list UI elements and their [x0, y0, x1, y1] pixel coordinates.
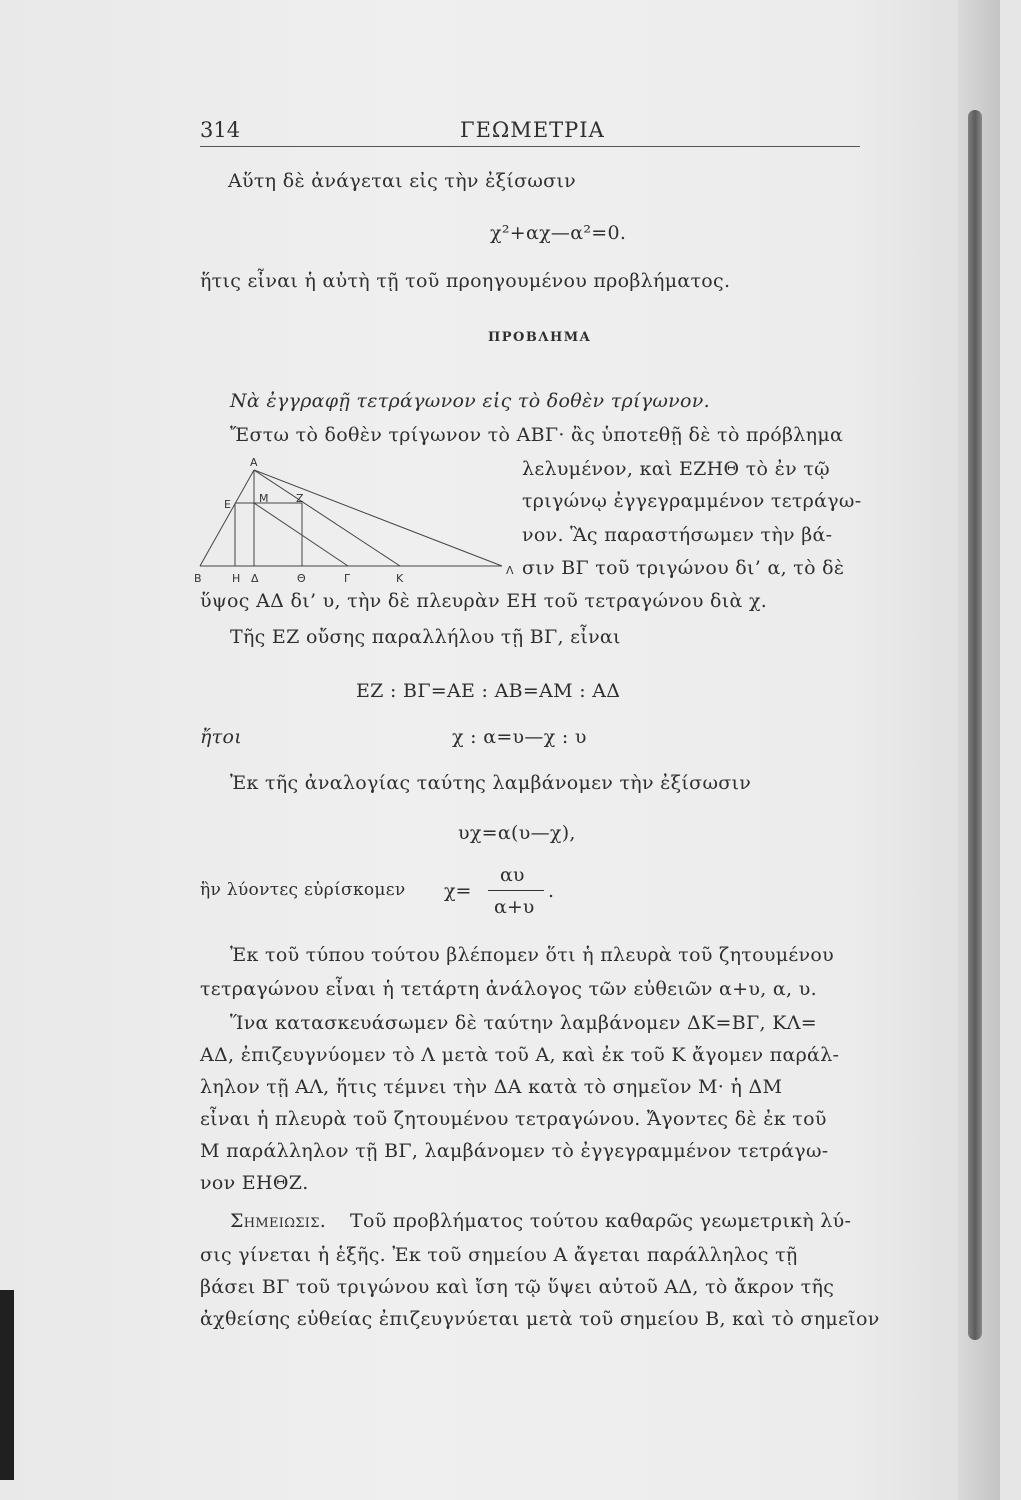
text-line: Ἐκ τῆς ἀναλογίας ταύτης λαμβάνομεν τὴν ἐξίσωσιν — [230, 772, 752, 794]
equation-proportion: χ : α=υ—χ : υ — [452, 726, 587, 748]
equation-solution-lhs: χ= — [444, 880, 472, 902]
problem-statement: Νὰ ἐγγραφῇ τετράγωνον εἰς τὸ δοθὲν τρίγωνον. — [230, 390, 710, 412]
label-L: Λ — [506, 564, 514, 577]
label-G: Γ — [344, 572, 351, 585]
text-line: Τῆς ΕΖ οὔσης παραλλήλου τῇ ΒΓ, εἶναι — [230, 626, 621, 648]
triangle-figure — [190, 456, 520, 586]
remark-label: Σημειωσις. — [230, 1210, 327, 1232]
text-line: Ἵνα κατασκευάσωμεν δὲ ταύτην λαμβάνομεν ΔΚ=ΒΓ, ΚΛ= — [230, 1012, 817, 1034]
text-line: Αὕτη δὲ ἀνάγεται εἰς τὴν ἐξίσωσιν — [228, 170, 577, 192]
text-line: σιν ΒΓ τοῦ τριγώνου δι’ α, τὸ δὲ — [522, 557, 845, 579]
page-number: 314 — [200, 118, 241, 142]
label-M: Μ — [259, 492, 269, 505]
label-B: Β — [194, 572, 202, 585]
running-header — [200, 118, 860, 147]
text-line: ληλον τῇ ΑΛ, ἥτις τέμνει τὴν ΔΑ κατὰ τὸ σημεῖον Μ· ἡ ΔΜ — [200, 1076, 783, 1098]
label-H: Η — [232, 572, 241, 585]
text-line: ἣν λύοντες εὑρίσκομεν — [200, 880, 406, 900]
text-line: τριγώνῳ ἐγγεγραμμένον τετράγω- — [522, 490, 862, 512]
fraction-bar — [488, 890, 544, 891]
text-line: ἀχθείσης εὐθείας ἐπιζευγνύεται μετὰ τοῦ σημείου Β, καὶ τὸ σημεῖον — [200, 1308, 880, 1330]
equation-period: . — [548, 880, 555, 902]
text-line: ΑΔ, ἐπιζευγνύομεν τὸ Λ μετὰ τοῦ Α, καὶ ἐκ τοῦ Κ ἄγομεν παράλ- — [200, 1044, 840, 1066]
fraction-numerator: αυ — [500, 864, 525, 886]
text-line: εἶναι ἡ πλευρὰ τοῦ ζητουμένου τετραγώνου. Ἄγοντες δὲ ἐκ τοῦ — [200, 1108, 827, 1130]
text-line: Μ παράλληλον τῇ ΒΓ, λαμβάνομεν τὸ ἐγγεγραμμένον τετράγω- — [200, 1140, 829, 1162]
label-E: Ε — [224, 498, 231, 511]
text-line: νον ΕΗΘΖ. — [200, 1172, 309, 1194]
text-line: Ἔστω τὸ δοθὲν τρίγωνον τὸ ΑΒΓ· ἂς ὑποτεθῇ δὲ τὸ πρόβλημα — [230, 424, 844, 446]
text-line: Ἐκ τοῦ τύπου τούτου βλέπομεν ὅτι ἡ πλευρὰ τοῦ ζητουμένου — [230, 944, 834, 966]
label-D: Δ — [251, 572, 259, 585]
label-K: Κ — [396, 572, 404, 585]
label-Theta: Θ — [297, 572, 306, 585]
text-line: βάσει ΒΓ τοῦ τριγώνου καὶ ἴση τῷ ὕψει αὐτοῦ ΑΔ, τὸ ἄκρον τῆς — [200, 1276, 835, 1298]
text-itoi: ἤτοι — [200, 726, 242, 748]
label-A: Α — [250, 456, 258, 469]
label-Z: Ζ — [296, 492, 304, 505]
problem-heading: ΠΡΟΒΛΗΜΑ — [488, 330, 592, 345]
equation-linear: υχ=α(υ—χ), — [458, 822, 576, 844]
text-line: λελυμένον, καὶ ΕΖΗΘ τὸ ἐν τῷ — [522, 458, 830, 480]
margin-stain — [0, 1290, 14, 1480]
running-title: ΓΕΩΜΕΤΡΙΑ — [460, 118, 605, 142]
text-line: ὕψος ΑΔ δι’ υ, τὴν δὲ πλευρὰν ΕΗ τοῦ τετραγώνου διὰ χ. — [200, 590, 768, 612]
equation-ratio: ΕΖ : ΒΓ=ΑΕ : ΑΒ=ΑΜ : ΑΔ — [356, 680, 621, 702]
binding-thread — [968, 110, 982, 1340]
text-line: σις γίνεται ἡ ἑξῆς. Ἐκ τοῦ σημείου Α ἄγεται παράλληλος τῇ — [200, 1244, 798, 1266]
text-line: ἥτις εἶναι ἡ αὐτὴ τῇ τοῦ προηγουμένου προβλήματος. — [200, 270, 731, 292]
text-line: τετραγώνου εἶναι ἡ τετάρτη ἀνάλογος τῶν εὐθειῶν α+υ, α, υ. — [200, 978, 817, 1000]
text-line: Τοῦ προβλήματος τούτου καθαρῶς γεωμετρικὴ λύ- — [350, 1210, 852, 1232]
equation-quadratic: χ²+αχ—α²=0. — [490, 222, 627, 244]
fraction-denominator: α+υ — [494, 896, 535, 918]
text-line: νον. Ἃς παραστήσωμεν τὴν βά- — [522, 524, 833, 546]
